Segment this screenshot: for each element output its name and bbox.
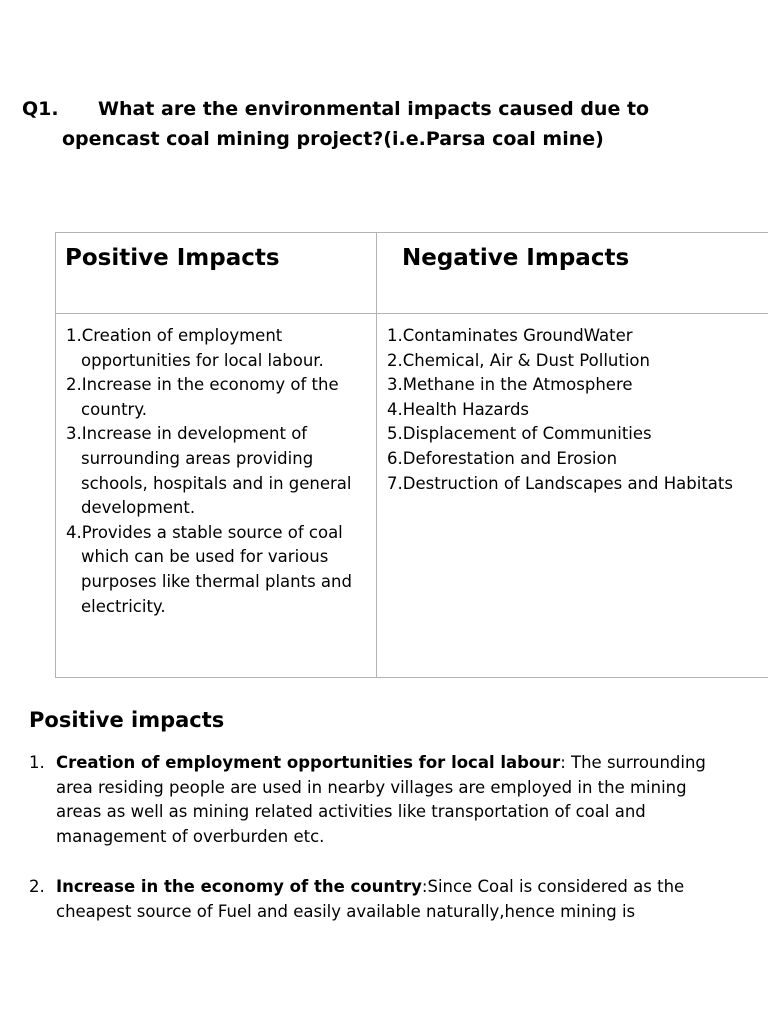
positive-impacts-header: Positive Impacts — [56, 233, 377, 314]
positive-impact-item: 3.Increase in development of surrounding areas providing schools, hospitals and in general development. — [66, 424, 352, 518]
negative-impact-item: 4.Health Hazards — [387, 399, 530, 419]
explanation-point — [29, 751, 729, 849]
negative-impact-item: 3.Methane in the Atmosphere — [387, 375, 633, 395]
section-heading: Positive impacts — [29, 708, 225, 732]
negative-impact-item: 1.Contaminates GroundWater — [387, 326, 633, 345]
negative-impact-item: 2.Chemical, Air & Dust Pollution — [387, 350, 650, 370]
negative-impacts-header: Negative Impacts — [377, 233, 768, 314]
point-title: Increase in the economy of the country — [56, 877, 422, 896]
question-number: Q1. — [22, 98, 59, 120]
point-body: : The surrounding area residing people are used in nearby villages are employed in the mining areas as well as mining related activities like transportation of coal and management of overburden etc. — [56, 753, 706, 846]
point-body: :Since Coal is considered as the cheapest source of Fuel and easily available naturally,hence mining is — [56, 877, 685, 921]
impacts-table-header-row — [56, 233, 768, 314]
positive-impact-item: 4.Provides a stable source of coal which can be used for various purposes like thermal plants and electricity. — [66, 522, 352, 616]
question-text-line2: opencast coal mining project?(i.e.Parsa coal mine) — [62, 128, 604, 150]
point-text — [56, 875, 729, 924]
point-title: Creation of employment opportunities for local labour — [56, 753, 561, 772]
positive-impacts-cell — [56, 314, 377, 678]
negative-impact-item: 6.Deforestation and Erosion — [387, 448, 618, 468]
impacts-table-body-row — [56, 314, 768, 678]
point-text — [56, 751, 729, 849]
positive-impact-item: 2.Increase in the economy of the country. — [66, 375, 339, 419]
negative-impact-item: 7.Destruction of Landscapes and Habitats — [387, 473, 733, 493]
negative-impacts-cell — [377, 314, 768, 678]
positive-impact-item: 1.Creation of employment opportunities for local labour. — [66, 326, 324, 370]
point-number: 2. — [29, 877, 45, 896]
question-text-line1: What are the environmental impacts caused due to — [98, 98, 650, 120]
negative-impact-item: 5.Displacement of Communities — [387, 424, 652, 444]
question — [22, 94, 742, 154]
explanation-point — [29, 875, 729, 924]
impacts-table — [55, 232, 768, 678]
point-number: 1. — [29, 753, 45, 772]
